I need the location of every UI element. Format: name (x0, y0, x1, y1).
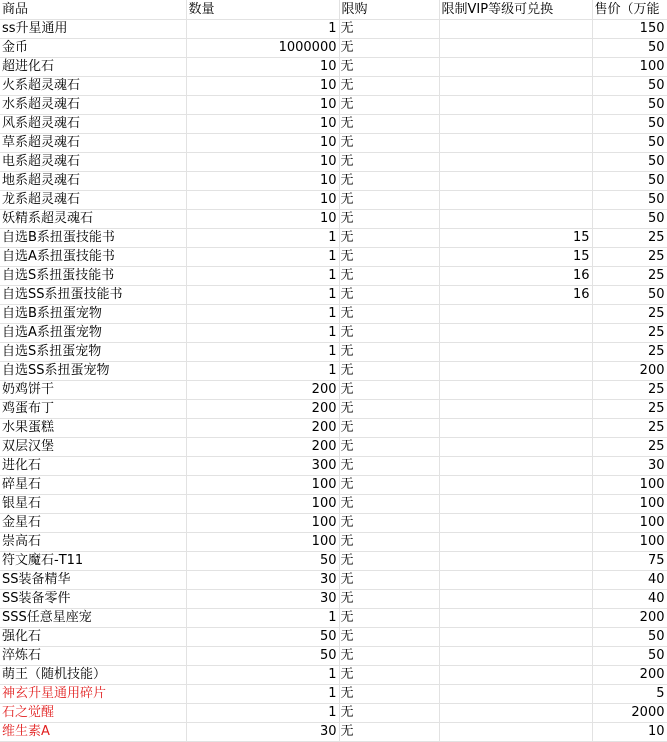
table-row (0, 514, 667, 533)
cell-qty[interactable]: 1 (186, 704, 339, 723)
cell-name[interactable]: 金币 (0, 39, 186, 58)
cell-price[interactable]: 25 (592, 419, 667, 438)
table-row (0, 571, 667, 590)
table-row (0, 58, 667, 77)
cell-price[interactable]: 200 (592, 609, 667, 628)
cell-vip[interactable]: 15 (439, 229, 592, 248)
cell-name[interactable]: 维生素A (0, 723, 186, 742)
cell-limit[interactable]: 无 (339, 191, 439, 210)
cell-vip[interactable] (439, 419, 592, 438)
cell-name[interactable]: 妖精系超灵魂石 (0, 210, 186, 229)
cell-qty[interactable]: 200 (186, 419, 339, 438)
cell-limit[interactable]: 无 (339, 20, 439, 39)
cell-qty[interactable]: 30 (186, 723, 339, 742)
table-row (0, 115, 667, 134)
cell-vip[interactable] (439, 476, 592, 495)
cell-qty[interactable]: 10 (186, 172, 339, 191)
cell-qty[interactable]: 1 (186, 685, 339, 704)
cell-name[interactable]: 超进化石 (0, 58, 186, 77)
cell-limit[interactable]: 无 (339, 58, 439, 77)
cell-name[interactable]: 崇高石 (0, 533, 186, 552)
cell-qty[interactable]: 1 (186, 229, 339, 248)
cell-vip[interactable] (439, 647, 592, 666)
cell-limit[interactable]: 无 (339, 153, 439, 172)
cell-price[interactable]: 50 (592, 628, 667, 647)
cell-name[interactable]: 强化石 (0, 628, 186, 647)
cell-vip[interactable] (439, 457, 592, 476)
cell-vip[interactable] (439, 571, 592, 590)
table-row (0, 153, 667, 172)
header-price[interactable]: 售价（万能 (592, 0, 667, 20)
table-row (0, 704, 667, 723)
cell-vip[interactable] (439, 77, 592, 96)
cell-price[interactable]: 75 (592, 552, 667, 571)
cell-limit[interactable]: 无 (339, 438, 439, 457)
table-row (0, 666, 667, 685)
cell-qty[interactable]: 100 (186, 514, 339, 533)
cell-name[interactable]: 萌王（随机技能） (0, 666, 186, 685)
cell-price[interactable]: 50 (592, 134, 667, 153)
cell-price[interactable]: 25 (592, 229, 667, 248)
cell-limit[interactable]: 无 (339, 419, 439, 438)
table-row (0, 191, 667, 210)
cell-qty[interactable]: 10 (186, 115, 339, 134)
cell-price[interactable]: 25 (592, 248, 667, 267)
cell-vip[interactable] (439, 590, 592, 609)
cell-name[interactable]: 自选B系扭蛋宠物 (0, 305, 186, 324)
header-name[interactable]: 商品 (0, 0, 186, 20)
cell-name[interactable]: 地系超灵魂石 (0, 172, 186, 191)
cell-limit[interactable]: 无 (339, 571, 439, 590)
cell-price[interactable]: 50 (592, 39, 667, 58)
cell-limit[interactable]: 无 (339, 628, 439, 647)
cell-vip[interactable] (439, 172, 592, 191)
cell-price[interactable]: 100 (592, 533, 667, 552)
table-row (0, 552, 667, 571)
cell-price[interactable]: 25 (592, 438, 667, 457)
cell-limit[interactable]: 无 (339, 533, 439, 552)
cell-vip[interactable] (439, 305, 592, 324)
cell-name[interactable]: 风系超灵魂石 (0, 115, 186, 134)
cell-price[interactable]: 25 (592, 381, 667, 400)
cell-limit[interactable]: 无 (339, 666, 439, 685)
cell-name[interactable]: SSS任意星座宠 (0, 609, 186, 628)
cell-vip[interactable] (439, 20, 592, 39)
table-row (0, 457, 667, 476)
cell-price[interactable]: 50 (592, 115, 667, 134)
cell-qty[interactable]: 1 (186, 20, 339, 39)
cell-qty[interactable]: 10 (186, 191, 339, 210)
cell-qty[interactable]: 200 (186, 381, 339, 400)
cell-price[interactable]: 50 (592, 286, 667, 305)
cell-vip[interactable]: 16 (439, 286, 592, 305)
cell-limit[interactable]: 无 (339, 115, 439, 134)
cell-name[interactable]: 奶鸡饼干 (0, 381, 186, 400)
cell-name[interactable]: 石之觉醒 (0, 704, 186, 723)
cell-price[interactable]: 50 (592, 96, 667, 115)
cell-name[interactable]: 水系超灵魂石 (0, 96, 186, 115)
table-row (0, 381, 667, 400)
cell-name[interactable]: 草系超灵魂石 (0, 134, 186, 153)
table-row (0, 77, 667, 96)
cell-price[interactable]: 25 (592, 305, 667, 324)
cell-vip[interactable]: 16 (439, 267, 592, 286)
cell-qty[interactable]: 1000000 (186, 39, 339, 58)
cell-limit[interactable]: 无 (339, 647, 439, 666)
cell-name[interactable]: SS装备零件 (0, 590, 186, 609)
table-row (0, 476, 667, 495)
cell-name[interactable]: 双层汉堡 (0, 438, 186, 457)
cell-price[interactable]: 10 (592, 723, 667, 742)
cell-price[interactable]: 150 (592, 20, 667, 39)
cell-qty[interactable]: 200 (186, 400, 339, 419)
cell-name[interactable]: 进化石 (0, 457, 186, 476)
cell-vip[interactable] (439, 381, 592, 400)
cell-limit[interactable]: 无 (339, 267, 439, 286)
cell-name[interactable]: 自选B系扭蛋技能书 (0, 229, 186, 248)
cell-name[interactable]: 碎星石 (0, 476, 186, 495)
cell-vip[interactable] (439, 343, 592, 362)
cell-name[interactable]: 水果蛋糕 (0, 419, 186, 438)
cell-limit[interactable]: 无 (339, 400, 439, 419)
cell-price[interactable]: 50 (592, 210, 667, 229)
table-row (0, 495, 667, 514)
cell-vip[interactable] (439, 533, 592, 552)
cell-price[interactable]: 50 (592, 153, 667, 172)
cell-price[interactable]: 5 (592, 685, 667, 704)
cell-vip[interactable] (439, 666, 592, 685)
cell-limit[interactable]: 无 (339, 324, 439, 343)
table-row (0, 590, 667, 609)
cell-qty[interactable]: 10 (186, 153, 339, 172)
header-vip[interactable]: 限制VIP等级可兑换 (439, 0, 592, 20)
cell-qty[interactable]: 1 (186, 305, 339, 324)
cell-vip[interactable] (439, 115, 592, 134)
cell-qty[interactable]: 1 (186, 666, 339, 685)
cell-name[interactable]: ss升星通用 (0, 20, 186, 39)
header-qty[interactable]: 数量 (186, 0, 339, 20)
cell-qty[interactable]: 100 (186, 533, 339, 552)
cell-name[interactable]: 自选S系扭蛋宠物 (0, 343, 186, 362)
cell-price[interactable]: 100 (592, 495, 667, 514)
table-row (0, 438, 667, 457)
cell-limit[interactable]: 无 (339, 286, 439, 305)
cell-price[interactable]: 200 (592, 666, 667, 685)
cell-price[interactable]: 100 (592, 58, 667, 77)
cell-qty[interactable]: 1 (186, 362, 339, 381)
table-row (0, 400, 667, 419)
cell-vip[interactable] (439, 39, 592, 58)
cell-name[interactable]: 自选A系扭蛋技能书 (0, 248, 186, 267)
table-row (0, 685, 667, 704)
cell-vip[interactable] (439, 628, 592, 647)
table-row (0, 96, 667, 115)
table-row (0, 134, 667, 153)
cell-vip[interactable] (439, 685, 592, 704)
cell-vip[interactable] (439, 704, 592, 723)
cell-qty[interactable]: 100 (186, 495, 339, 514)
cell-price[interactable]: 40 (592, 571, 667, 590)
cell-qty[interactable]: 10 (186, 77, 339, 96)
table-body (0, 20, 667, 742)
cell-qty[interactable]: 10 (186, 96, 339, 115)
cell-limit[interactable]: 无 (339, 552, 439, 571)
table-row (0, 628, 667, 647)
cell-limit[interactable]: 无 (339, 609, 439, 628)
cell-price[interactable]: 100 (592, 514, 667, 533)
cell-name[interactable]: 自选A系扭蛋宠物 (0, 324, 186, 343)
cell-qty[interactable]: 1 (186, 248, 339, 267)
cell-vip[interactable] (439, 153, 592, 172)
cell-name[interactable]: 龙系超灵魂石 (0, 191, 186, 210)
cell-qty[interactable]: 200 (186, 438, 339, 457)
cell-qty[interactable]: 10 (186, 210, 339, 229)
table-row (0, 533, 667, 552)
cell-name[interactable]: 鸡蛋布丁 (0, 400, 186, 419)
cell-limit[interactable]: 无 (339, 210, 439, 229)
cell-qty[interactable]: 50 (186, 552, 339, 571)
cell-qty[interactable]: 50 (186, 628, 339, 647)
table-row (0, 210, 667, 229)
cell-price[interactable]: 2000 (592, 704, 667, 723)
cell-vip[interactable] (439, 58, 592, 77)
cell-qty[interactable]: 10 (186, 134, 339, 153)
cell-limit[interactable]: 无 (339, 723, 439, 742)
cell-name[interactable]: 淬炼石 (0, 647, 186, 666)
cell-limit[interactable]: 无 (339, 476, 439, 495)
cell-qty[interactable]: 1 (186, 267, 339, 286)
cell-name[interactable]: 符文魔石-T11 (0, 552, 186, 571)
table-row (0, 647, 667, 666)
table-row (0, 362, 667, 381)
header-limit[interactable]: 限购 (339, 0, 439, 20)
cell-name[interactable]: 自选SS系扭蛋宠物 (0, 362, 186, 381)
cell-qty[interactable]: 1 (186, 609, 339, 628)
cell-price[interactable]: 50 (592, 172, 667, 191)
table-row (0, 229, 667, 248)
cell-qty[interactable]: 30 (186, 571, 339, 590)
cell-vip[interactable] (439, 362, 592, 381)
cell-limit[interactable]: 无 (339, 495, 439, 514)
cell-vip[interactable] (439, 96, 592, 115)
cell-name[interactable]: 自选SS系扭蛋技能书 (0, 286, 186, 305)
cell-limit[interactable]: 无 (339, 343, 439, 362)
cell-limit[interactable]: 无 (339, 590, 439, 609)
table-row (0, 723, 667, 742)
cell-vip[interactable] (439, 438, 592, 457)
cell-price[interactable]: 25 (592, 343, 667, 362)
cell-qty[interactable]: 50 (186, 647, 339, 666)
cell-limit[interactable]: 无 (339, 229, 439, 248)
cell-limit[interactable]: 无 (339, 381, 439, 400)
cell-limit[interactable]: 无 (339, 685, 439, 704)
cell-limit[interactable]: 无 (339, 96, 439, 115)
cell-vip[interactable] (439, 324, 592, 343)
table-row (0, 609, 667, 628)
cell-price[interactable]: 25 (592, 324, 667, 343)
cell-price[interactable]: 50 (592, 647, 667, 666)
cell-name[interactable]: 银星石 (0, 495, 186, 514)
cell-vip[interactable] (439, 134, 592, 153)
cell-price[interactable]: 100 (592, 476, 667, 495)
table-row (0, 20, 667, 39)
cell-limit[interactable]: 无 (339, 457, 439, 476)
table-row (0, 343, 667, 362)
cell-price[interactable]: 200 (592, 362, 667, 381)
cell-vip[interactable] (439, 514, 592, 533)
cell-qty[interactable]: 1 (186, 324, 339, 343)
cell-vip[interactable] (439, 723, 592, 742)
cell-vip[interactable] (439, 400, 592, 419)
cell-price[interactable]: 50 (592, 191, 667, 210)
table-row (0, 286, 667, 305)
cell-limit[interactable]: 无 (339, 172, 439, 191)
cell-qty[interactable]: 1 (186, 286, 339, 305)
cell-name[interactable]: 电系超灵魂石 (0, 153, 186, 172)
table-row (0, 324, 667, 343)
cell-price[interactable]: 50 (592, 77, 667, 96)
cell-name[interactable]: 火系超灵魂石 (0, 77, 186, 96)
table-row (0, 305, 667, 324)
cell-qty[interactable]: 100 (186, 476, 339, 495)
cell-price[interactable]: 25 (592, 400, 667, 419)
cell-price[interactable]: 40 (592, 590, 667, 609)
table-row (0, 248, 667, 267)
cell-vip[interactable] (439, 495, 592, 514)
cell-vip[interactable] (439, 609, 592, 628)
cell-name[interactable]: 金星石 (0, 514, 186, 533)
cell-price[interactable]: 30 (592, 457, 667, 476)
cell-limit[interactable]: 无 (339, 248, 439, 267)
cell-name[interactable]: 自选S系扭蛋技能书 (0, 267, 186, 286)
cell-limit[interactable]: 无 (339, 77, 439, 96)
cell-qty[interactable]: 300 (186, 457, 339, 476)
cell-limit[interactable]: 无 (339, 305, 439, 324)
cell-limit[interactable]: 无 (339, 362, 439, 381)
cell-vip[interactable]: 15 (439, 248, 592, 267)
cell-limit[interactable]: 无 (339, 514, 439, 533)
cell-limit[interactable]: 无 (339, 134, 439, 153)
cell-vip[interactable] (439, 210, 592, 229)
cell-limit[interactable]: 无 (339, 39, 439, 58)
cell-vip[interactable] (439, 191, 592, 210)
table-row (0, 39, 667, 58)
cell-limit[interactable]: 无 (339, 704, 439, 723)
cell-qty[interactable]: 30 (186, 590, 339, 609)
cell-name[interactable]: SS装备精华 (0, 571, 186, 590)
cell-vip[interactable] (439, 552, 592, 571)
table-row (0, 419, 667, 438)
header-row (0, 0, 667, 20)
cell-qty[interactable]: 1 (186, 343, 339, 362)
cell-price[interactable]: 25 (592, 267, 667, 286)
cell-name[interactable]: 神玄升星通用碎片 (0, 685, 186, 704)
table-row (0, 267, 667, 286)
table-row (0, 172, 667, 191)
cell-qty[interactable]: 10 (186, 58, 339, 77)
